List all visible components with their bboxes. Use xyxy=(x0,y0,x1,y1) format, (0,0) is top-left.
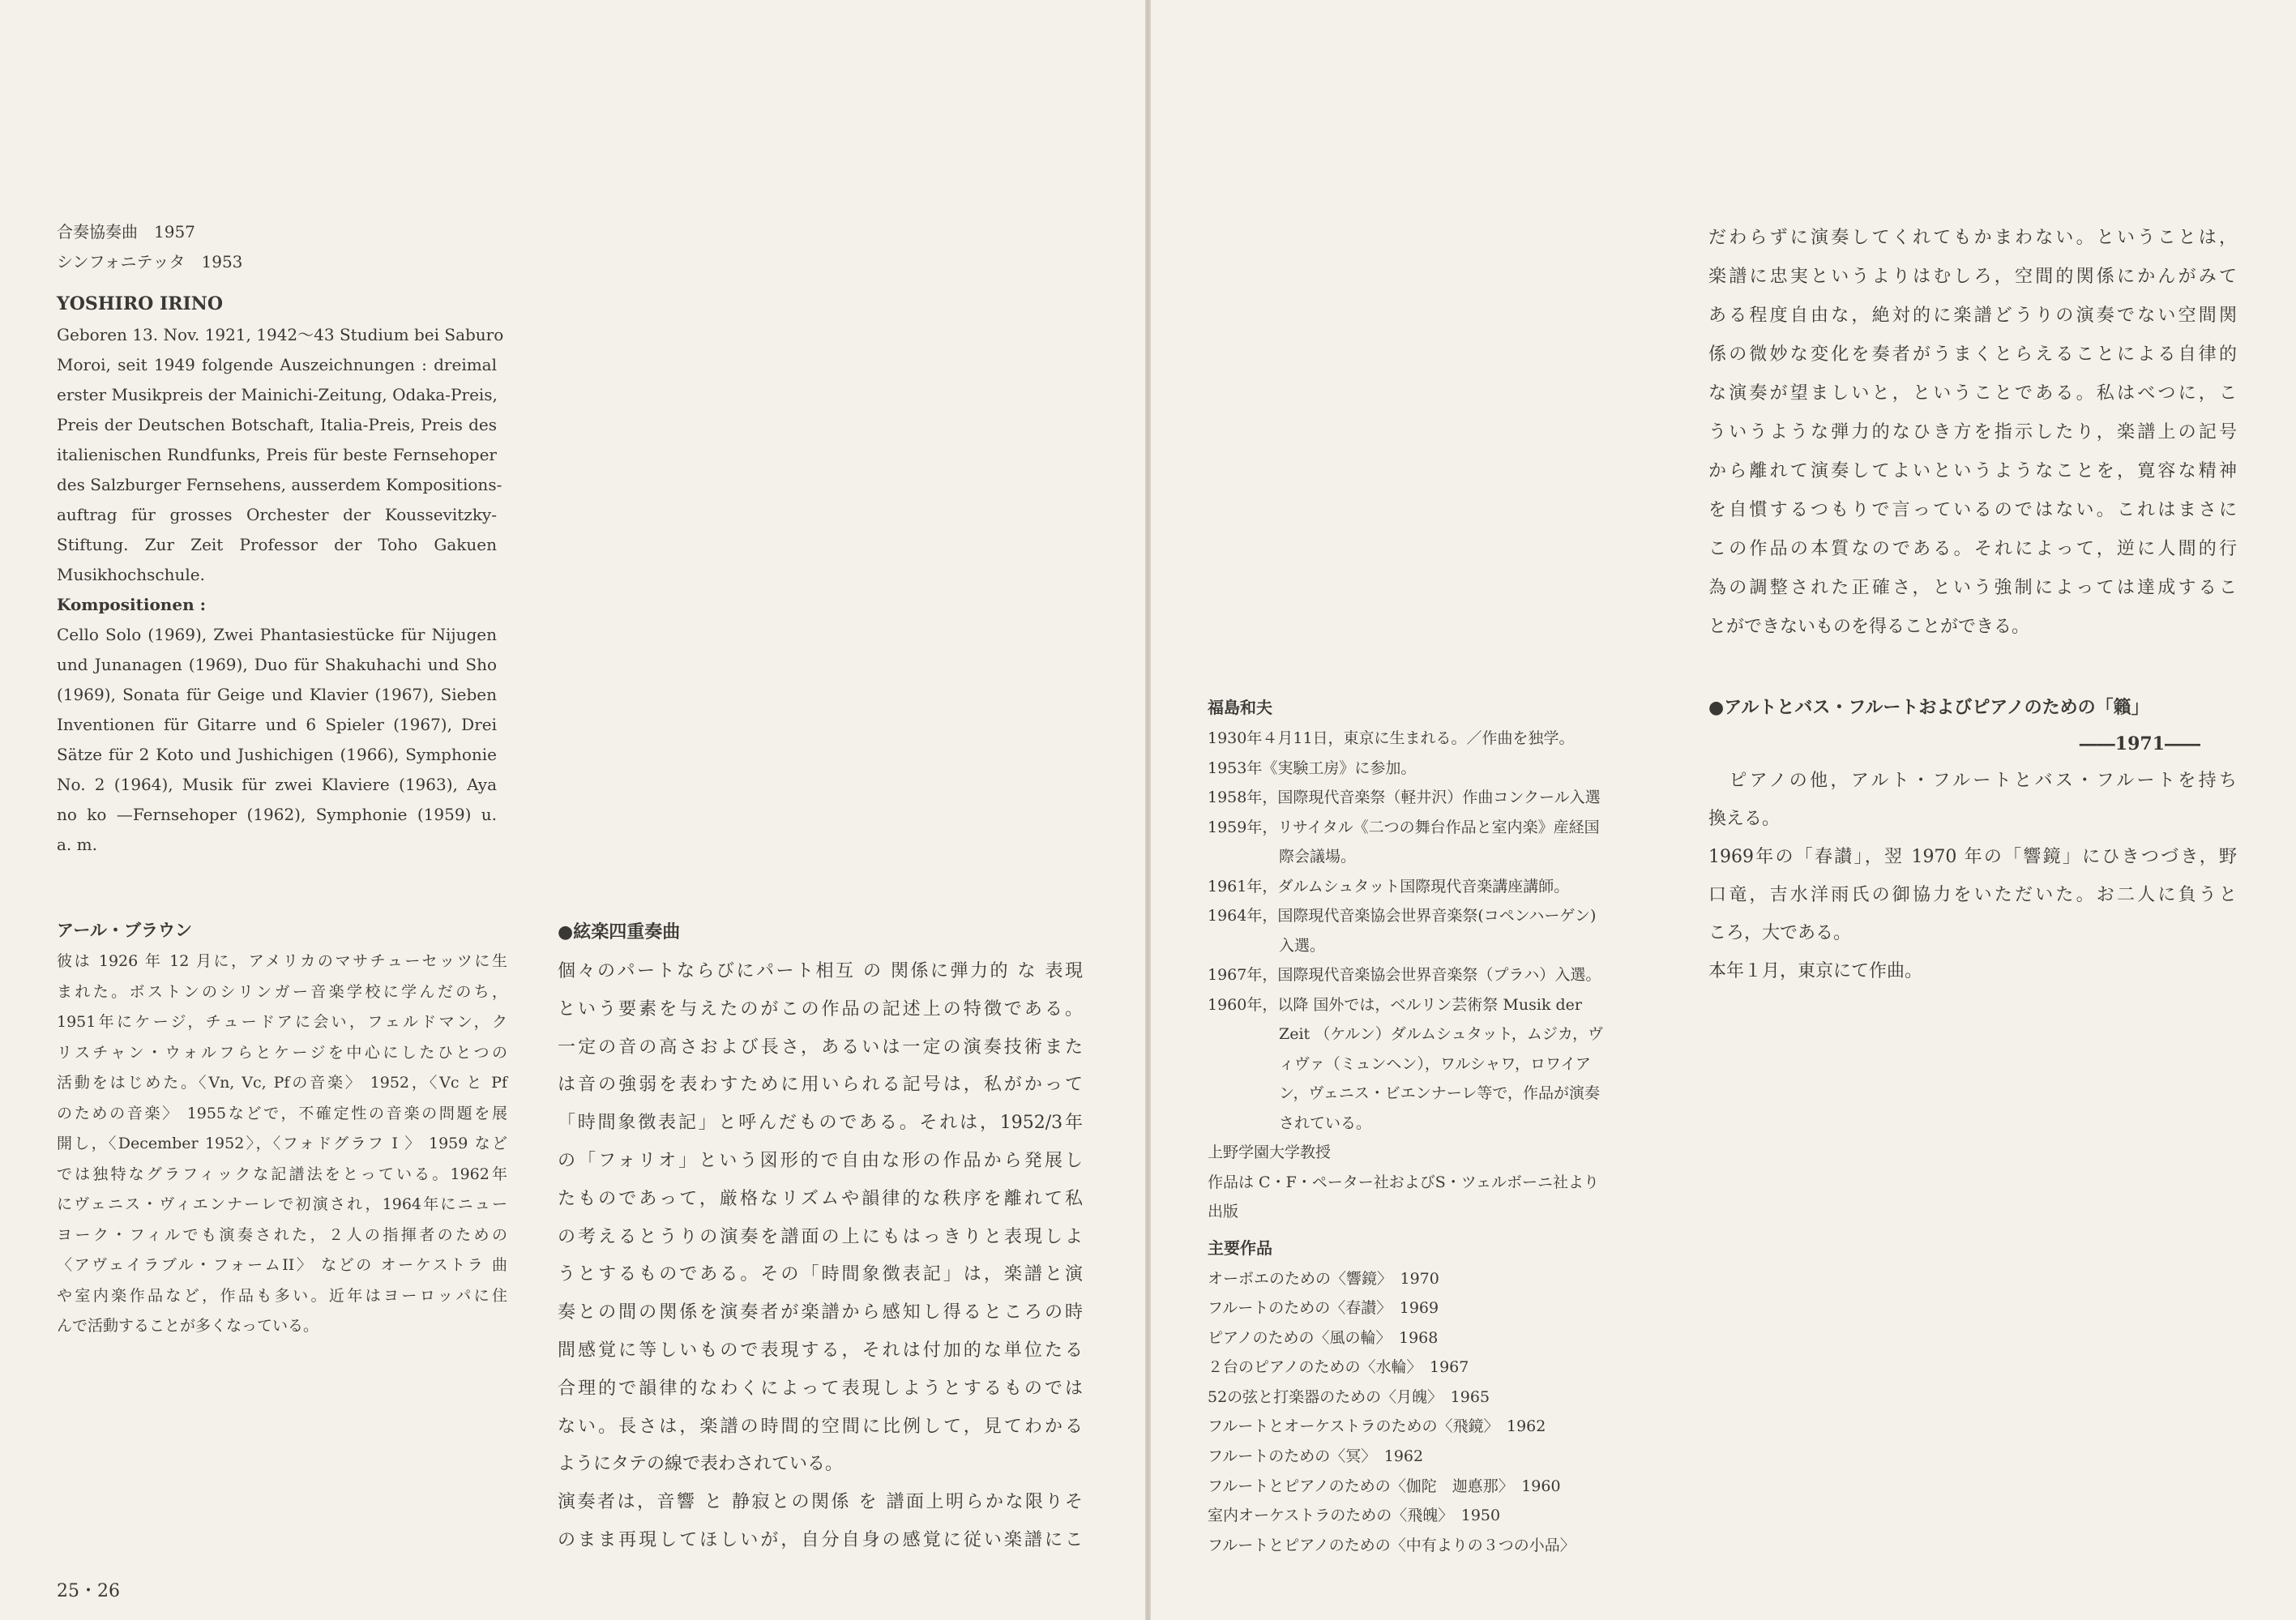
list-item: フルートとピアノのための〈中有よりの３つの小品〉 xyxy=(1208,1536,1576,1554)
section-title: ●絃楽四重奏曲 xyxy=(558,922,681,943)
irino-works: Cello Solo (1969), Zwei Phantasiestücke für Nijugen und Junanagen (1969), Duo für Shakuhachi und Sho (1969), Sonata für Geige und Klavier (1967), Sieben Inventionen für Gitarre und 6 Spieler (1967), Drei Sätze für 2 Koto und Jushichigen (1966), Symphonie No. 2 (1964), Musik für zwei Klaviere (1963), Aya no ko —Fernsehoper (1962), Symphonie (1959) u. a. m. xyxy=(57,625,497,854)
composer-name: 福島和夫 xyxy=(1208,698,1272,717)
publisher: 作品は C・F・ペーター社およびS・ツェルボーニ社より xyxy=(1208,1173,1600,1191)
brown-section xyxy=(57,914,507,1342)
book-gutter xyxy=(1145,0,1151,1620)
irino-bio: Geboren 13. Nov. 1921, 1942～43 Studium bei Saburo Moroi, seit 1949 folgende Auszeichnungen : dreimal erster Musikpreis der Mainichi-Zeitung, Odaka-Preis, Preis der Deutschen Botschaft, Italia-Preis, Preis des italienischen Rundfunks, Preis für beste Fernsehoper des Salzburger Fernsehens, ausserdem Kompositions- auftrag für grosses Orchester der Koussevitzky- Stiftung. Zur Zeit Professor der Toho Gakuen Musikhochschule. xyxy=(57,325,504,584)
irino-section xyxy=(57,288,504,860)
flute-piece-section xyxy=(1708,690,2237,990)
page-number: 25・26 xyxy=(57,1581,120,1601)
list-item: ピアノのための〈風の輪〉 1968 xyxy=(1208,1328,1439,1347)
list-item: シンフォニテッタ 1953 xyxy=(57,252,243,271)
list-item: フルートのための〈春讃〉 1969 xyxy=(1208,1299,1439,1318)
list-item: ２台のピアノのための〈水輪〉 1967 xyxy=(1208,1358,1469,1377)
list-item: フルートとピアノのための〈伽陀 迦悳那〉 1960 xyxy=(1208,1477,1561,1495)
kompositionen-heading: Kompositionen : xyxy=(57,595,206,614)
flute-piece-text: ピアノの他，アルト・フルートとバス・フルートを持ち 換える。 1969年の「春讃」，翌 1970 年の「響鏡」にひきつづき，野 口竜，吉水洋雨氏の御協力をいただいた。お二人に負うと ころ，大である。 本年１月，東京にて作曲。 xyxy=(1708,771,2237,981)
list-item: 52の弦と打楽器のための〈月魄〉 1965 xyxy=(1208,1387,1490,1406)
quartet-continuation: だわらずに演奏してくれてもかまわない。ということは， 楽譜に忠実というよりはむしろ，空間的関係にかんがみて ある程度自由な，絶対的に楽譜どうりの演奏でない空間関 係の微妙な変化を奏者がうまくとらえることによる自律的 な演奏が望ましいと，ということである。私はべつに，こ ういうような弾力的なひき方を指示したり，楽譜上の記号 から離れて演奏してよいというようなことを，寛容な精神 を自慣するつもりで言っているのではない。これはまさに この作品の本質なのである。それによって，逆に人間的行 為の調整された正確さ，という強制によっては達成するこ とができないものを得ることができる。 xyxy=(1708,228,2237,637)
list-item: 室内オーケストラのための〈飛魄〉 1950 xyxy=(1208,1507,1501,1525)
brown-bio: 彼は 1926 年 12 月に，アメリカのマサチューセッツに生 まれた。ボストンのシリンガー音楽学校に学んだのち， 1951年にケージ，チュードアに会い，フェルドマン，ク リスチャン・ウォルフらとケージを中心にしたひとつの 活動をはじめた。〈Vn, Vc, Pfの音楽〉 1952，〈Vc と Pf のための音楽〉 1955などで，不確定性の音楽の問題を展 開し，〈December 1952〉，〈フォドグラフ I 〉 1959 など では独特なグラフィックな記譜法をとっている。1962年 にヴェニス・ヴィエンナーレで初演され，1964年にニュー ヨーク・フィルでも演奏された，２人の指揮者のための 〈アヴェイラブル・フォームII〉 などの オーケストラ 曲 や室内楽作品など，作品も多い。近年はヨーロッパに住 んで活動することが多くなっている。 xyxy=(57,952,507,1335)
works-heading: 主要作品 xyxy=(1208,1237,1272,1258)
list-item: フルートのための〈冥〉 1962 xyxy=(1208,1447,1424,1466)
quartet-text: 個々のパートならびにパート相互 の 関係に弾力的 な 表現 という要素を与えたのがこの作品の記述上の特徴である。 一定の音の高さおよび長さ，あるいは一定の演奏技術また は音の強弱を表わすために用いられる記号は，私がかって 「時間象徴表記」と呼んだものである。それは，1952/3年 の「フォリオ」という図形的で自由な形の作品から発展し たものであって，厳格なリズムや韻律的な秩序を離れて私 の考えるとうりの演奏を譜面の上にもはっきりと表現しよ うとするものである。その「時間象徴表記」は，楽譜と演 奏との間の関係を演奏者が楽譜から感知し得るところの時 間感覚に等しいもので表現する，それは付加的な単位たる 合理的で韻律的なわくによって表現しようとするものでは ない。長さは，楽譜の時間的空間に比例して，見てわかる ようにタテの線で表わされている。 演奏者は，音響 と 静寂との関係 を 譜面上明らかな限りそ のまま再現してほしいが，自分自身の感覚に従い楽譜にこ xyxy=(558,961,1083,1550)
composer-name: アール・ブラウン xyxy=(57,921,192,940)
piece-year: ――1971―― xyxy=(2079,733,2200,754)
composer-name: YOSHIRO IRINO xyxy=(57,293,224,314)
position: 上野学園大学教授 xyxy=(1208,1143,1332,1161)
list-item: 合奏協奏曲 1957 xyxy=(57,222,195,242)
top-works-list xyxy=(57,217,511,277)
list-item: フルートとオーケストラのための〈飛鏡〉 1962 xyxy=(1208,1417,1546,1436)
fukushima-bio: 1930年４月11日，東京に生まれる。／作曲を独学。 1953年《実験工房》に参加。 1958年，国際現代音楽祭（軽井沢）作曲コンクール入選 1959年，リサイタル《二つの舞台作品と室内楽》産経国 際会議場。 1961年，ダルムシュタット国際現代音楽講座講師。 1964年，国際現代音楽協会世界音楽祭(コペンハーゲン) 入選。 1967年，国際現代音楽協会世界音楽祭（プラハ）入選。 1960年，以降 国外では，ベルリン芸術祭 Musik der Zeit （ケルン）ダルムシュタット，ムジカ，ヴ ィヴァ（ミュンヘン），ワルシャワ，ロワイア ン，ヴェニス・ビエンナーレ等で，作品が演奏 されている。 上野学園大学教授 作品は C・F・ペーター社およびS・ツェルボーニ社より 出版 xyxy=(1208,724,1661,1227)
quartet-section xyxy=(558,916,1083,1560)
fukushima-section xyxy=(1208,691,1661,1560)
fukushima-works xyxy=(1208,1264,1661,1561)
list-item: オーボエのための〈響鏡〉 1970 xyxy=(1208,1269,1439,1288)
section-title: ●アルトとバス・フルートおよびピアノのための「籟」 xyxy=(1708,698,2149,718)
